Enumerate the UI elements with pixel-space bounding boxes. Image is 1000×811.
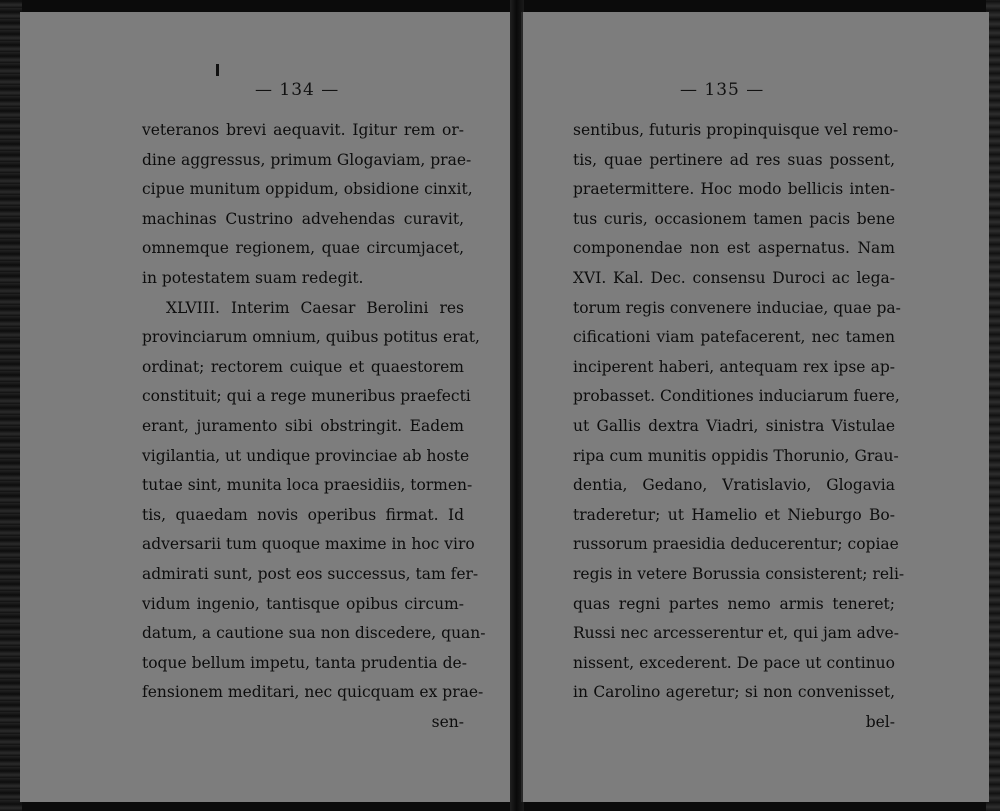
- text-line: cificationi viam patefacerent, nec tamen: [573, 328, 895, 347]
- text-line: toque bellum impetu, tanta prudentia de-: [142, 653, 467, 672]
- text-line: XLVIII. Interim Caesar Berolini res: [166, 298, 464, 317]
- text-line: tis, quae pertinere ad res suas possent,: [573, 150, 895, 169]
- text-line: torum regis convenere induciae, quae pa-: [573, 298, 901, 317]
- text-line: in potestatem suam redegit.: [142, 268, 364, 287]
- text-line: in Carolino ageretur; si non convenisset,: [573, 683, 895, 702]
- text-line: datum, a cautione sua non discedere, quan-: [142, 624, 486, 643]
- text-line: vigilantia, ut undique provinciae ab hoste: [142, 446, 470, 465]
- text-line: XVI. Kal. Dec. consensu Duroci ac lega-: [573, 268, 895, 287]
- text-line: dine aggressus, primum Glogaviam, prae-: [142, 150, 472, 169]
- text-line: tus curis, occasionem tamen pacis bene: [573, 209, 895, 228]
- right-page-number: — 135 —: [680, 80, 765, 100]
- text-line: ripa cum munitis oppidis Thorunio, Grau-: [573, 446, 899, 465]
- text-line: vidum ingenio, tantisque opibus circum-: [142, 594, 464, 613]
- text-line: cipue munitum oppidum, obsidione cinxit,: [142, 180, 473, 199]
- text-line: russorum praesidia deducerentur; copiae: [573, 535, 899, 554]
- text-line: adversarii tum quoque maxime in hoc viro: [142, 535, 475, 554]
- text-line: veteranos brevi aequavit. Igitur rem or-: [142, 121, 464, 139]
- text-line: praetermittere. Hoc modo bellicis inten-: [573, 180, 895, 199]
- text-line: omnemque regionem, quae circumjacet,: [142, 239, 464, 258]
- text-line: fensionem meditari, nec quicquam ex prae-: [142, 683, 484, 702]
- text-line: ordinat; rectorem cuique et quaestorem: [142, 357, 464, 376]
- catchword: bel-: [865, 712, 895, 731]
- text-line: machinas Custrino advehendas curavit,: [142, 209, 464, 228]
- left-page-body: [142, 116, 486, 737]
- left-page-number: — 134 —: [255, 80, 340, 100]
- text-line: sentibus, futuris propinquisque vel remo-: [573, 121, 899, 139]
- text-line: componendae non est aspernatus. Nam: [573, 239, 895, 258]
- left-book-edge: [0, 0, 22, 811]
- text-line: ut Gallis dextra Viadri, sinistra Vistulae: [573, 416, 895, 435]
- right-page-body: [573, 116, 905, 737]
- text-line: erant, juramento sibi obstringit. Eadem: [142, 416, 464, 435]
- text-line: inciperent haberi, antequam rex ipse ap-: [573, 357, 895, 376]
- text-line: tutae sint, munita loca praesidiis, tormen-: [142, 476, 473, 495]
- text-line: Russi nec arcesserentur et, qui jam adve-: [573, 624, 899, 643]
- text-line: constituit; qui a rege muneribus praefecti: [142, 387, 471, 406]
- catchword: sen-: [431, 712, 464, 731]
- text-line: admirati sunt, post eos successus, tam fer-: [142, 564, 479, 583]
- text-line: regis in vetere Borussia consisterent; reli-: [573, 564, 905, 583]
- left-page: [20, 12, 514, 802]
- text-line: dentia, Gedano, Vratislavio, Glogavia: [573, 476, 895, 495]
- text-line: probasset. Conditiones induciarum fuere,: [573, 387, 900, 406]
- ink-mark: [216, 64, 219, 76]
- right-page: [521, 12, 989, 802]
- text-line: traderetur; ut Hamelio et Nieburgo Bo-: [573, 505, 895, 524]
- text-line: tis, quaedam novis operibus firmat. Id: [142, 505, 464, 524]
- text-line: quas regni partes nemo armis teneret;: [573, 594, 895, 613]
- text-line: nissent, excederent. De pace ut continuo: [573, 653, 895, 672]
- text-line: provinciarum omnium, quibus potitus erat,: [142, 328, 480, 347]
